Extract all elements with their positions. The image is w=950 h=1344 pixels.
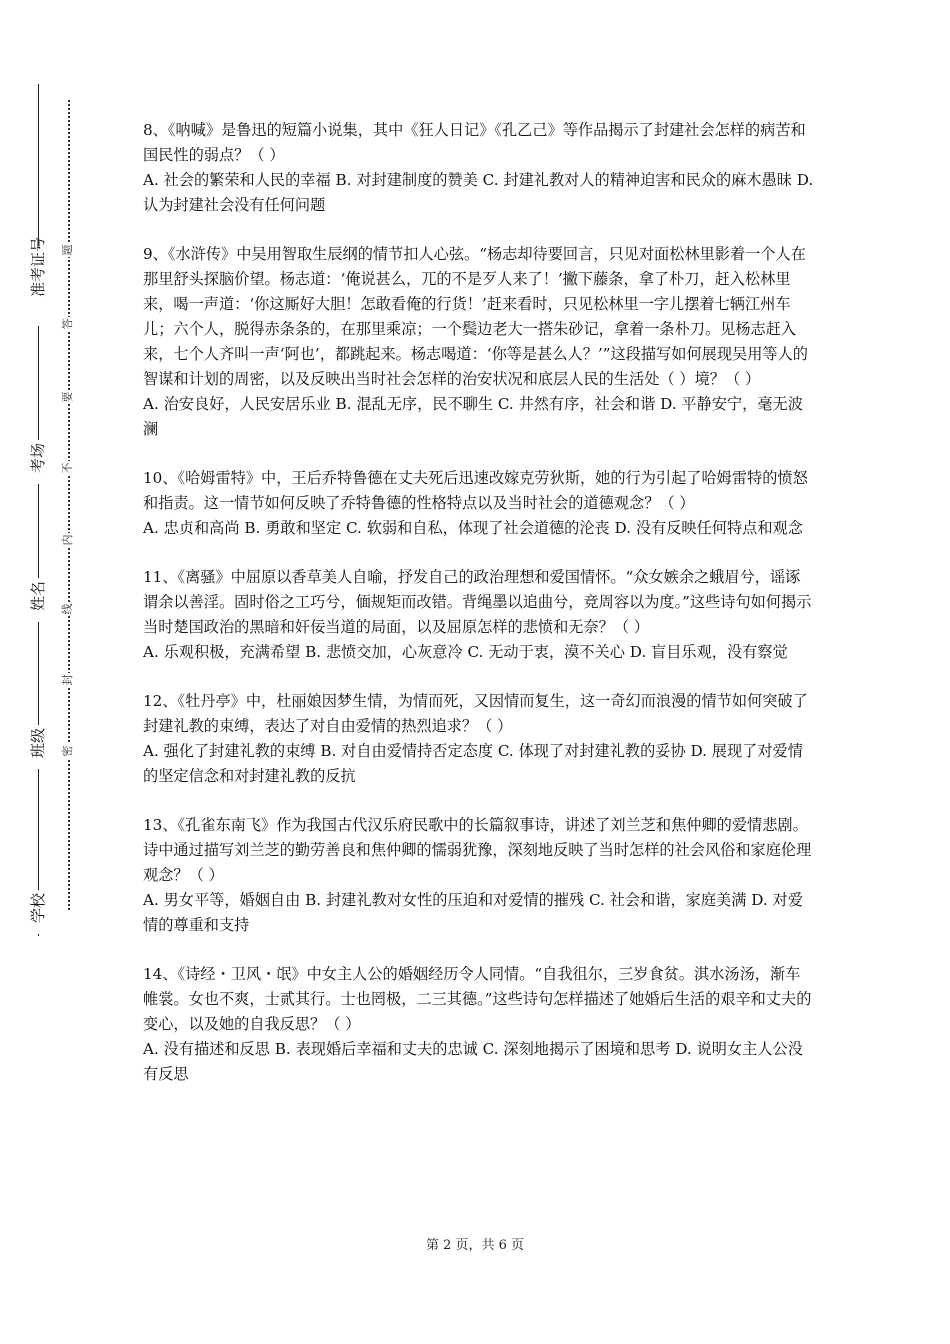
binding-solid-line — [38, 84, 39, 936]
question-options: A. 男女平等，婚姻自由 B. 封建礼教对女性的压迫和对爱情的摧残 C. 社会和谐，家庭美满 D. 对爱情的尊重和支持 — [143, 891, 803, 934]
field-class: 班级 — [27, 725, 49, 769]
question-options: A. 忠贞和高尚 B. 勇敢和坚定 C. 软弱和自私，体现了社会道德的沦丧 D. 没有反映任何特点和观念 — [143, 519, 803, 537]
question-11 — [143, 565, 815, 665]
field-name: 姓名 — [27, 578, 49, 622]
question-text: 10、《哈姆雷特》中，王后乔特鲁德在丈夫死后迅速改嫁克劳狄斯，她的行为引起了哈姆雷特的愤怒和指责。这一情节如何反映了乔特鲁德的性格特点以及当时社会的道德观念？（ ） — [143, 469, 808, 512]
page-footer: 第 2 页，共 6 页 — [425, 1238, 525, 1253]
question-9 — [143, 242, 815, 442]
question-13 — [143, 813, 815, 938]
question-12 — [143, 689, 815, 789]
binding-margin — [0, 0, 110, 1344]
question-list — [143, 118, 815, 1111]
question-14 — [143, 962, 815, 1087]
field-school: 学校 — [27, 890, 49, 934]
question-options: A. 乐观积极，充满希望 B. 悲愤交加，心灰意冷 C. 无动于衷，漠不关心 D. 盲目乐观，没有察觉 — [143, 643, 788, 661]
question-text: 8、《呐喊》是鲁迅的短篇小说集，其中《狂人日记》《孔乙己》等作品揭示了封建社会怎样的病苦和国民性的弱点？（ ） — [143, 121, 806, 164]
question-text: 11、《离骚》中屈原以香草美人自喻，抒发自己的政治理想和爱国情怀。“众女嫉余之蛾眉兮，谣诼谓余以善淫。固时俗之工巧兮，偭规矩而改错。背绳墨以追曲兮，竞周容以为度。”这些诗句如何揭示当时楚国政治的黑暗和奸佞当道的局面，以及屈原怎样的悲愤和无奈？（ ） — [143, 568, 812, 636]
field-exam-room: 考场 — [27, 440, 49, 484]
question-options: A. 没有描述和反思 B. 表现婚后幸福和丈夫的忠诚 C. 深刻地揭示了困境和思考 D. 说明女主人公没有反思 — [143, 1040, 803, 1083]
seal-char-6: 线 — [59, 602, 77, 616]
question-options: A. 强化了封建礼教的束缚 B. 对自由爱情持否定态度 C. 体现了对封建礼教的妥协 D. 展现了对爱情的坚定信念和对封建礼教的反抗 — [143, 742, 803, 785]
question-options: A. 社会的繁荣和人民的幸福 B. 对封建制度的赞美 C. 封建礼教对人的精神迫害和民众的麻木愚昧 D. 认为封建社会没有任何问题 — [143, 171, 814, 214]
seal-char-4: 不 — [59, 461, 77, 475]
field-exam-number: 准考证号 — [27, 246, 49, 326]
question-text: 14、《诗经・卫风・氓》中女主人公的婚姻经历令人同情。“自我徂尔，三岁食贫。淇水汤汤，渐车帷裳。女也不爽，士贰其行。士也罔极，二三其德。”这些诗句怎样描述了她婚后生活的艰辛和丈夫的变心，以及她的自我反思？（ ） — [143, 965, 812, 1033]
seal-char-2: 答 — [59, 317, 77, 331]
seal-char-1: 题 — [59, 243, 77, 257]
seal-char-5: 内 — [59, 533, 77, 547]
seal-char-8: 密 — [59, 744, 77, 758]
seal-char-3: 要 — [59, 390, 77, 404]
question-text: 9、《水浒传》中吴用智取生辰纲的情节扣人心弦。“杨志却待要回言，只见对面松林里影着一个人在那里舒头探脑价望。杨志道：‘俺说甚么，兀的不是歹人来了！’撇下藤条，拿了朴刀，赶入松林里来，喝一声道：‘你这厮好大胆！怎敢看俺的行货！’赶来看时，只见松林里一字儿摆着七辆江州车儿；六个人，脱得赤条条的，在那里乘凉；一个鬓边老大一搭朱砂记，拿着一条朴刀。见杨志赶入来，七个人齐叫一声‘阿也’，都跳起来。杨志喝道：‘你等是甚么人？’”这段描写如何展现吴用等人的智谋和计划的周密，以及反映出当时社会怎样的治安状况和底层人民的生活处（ ）境？（ ） — [143, 245, 808, 388]
question-options: A. 治安良好，人民安居乐业 B. 混乱无序，民不聊生 C. 井然有序，社会和谐 D. 平静安宁，毫无波澜 — [143, 395, 803, 438]
question-text: 12、《牡丹亭》中，杜丽娘因梦生情，为情而死，又因情而复生，这一奇幻而浪漫的情节如何突破了封建礼教的束缚，表达了对自由爱情的热烈追求？（ ） — [143, 692, 808, 735]
question-8 — [143, 118, 815, 218]
question-10 — [143, 466, 815, 541]
question-text: 13、《孔雀东南飞》作为我国古代汉乐府民歌中的长篇叙事诗，讲述了刘兰芝和焦仲卿的爱情悲剧。诗中通过描写刘兰芝的勤劳善良和焦仲卿的懦弱犹豫，深刻地反映了当时怎样的社会风俗和家庭伦理观念？（ ） — [143, 816, 812, 884]
seal-char-7: 封 — [59, 673, 77, 687]
seal-dotted-line — [68, 100, 70, 910]
